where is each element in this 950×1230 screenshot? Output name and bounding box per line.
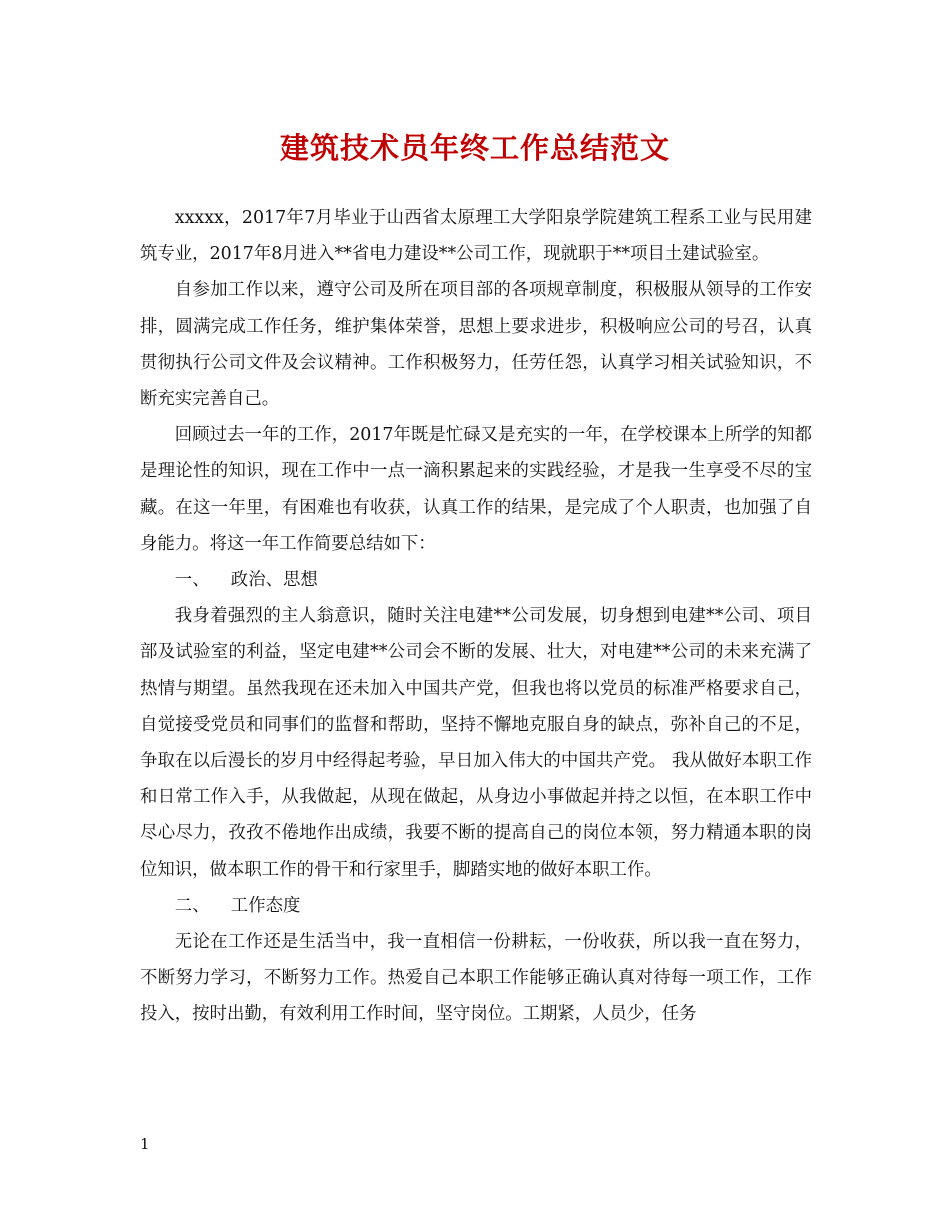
document-body [140, 200, 812, 1033]
section-heading-work-attitude [140, 888, 812, 924]
section-heading-politics [140, 562, 812, 598]
section-title: 政治、思想 [230, 570, 318, 591]
section-number: 一、 [174, 570, 210, 591]
section-title: 工作态度 [230, 895, 301, 916]
page-number: 1 [140, 1135, 150, 1153]
paragraph-work-attitude: 无论在工作还是生活当中，我一直相信一份耕耘，一份收获，所以我一直在努力，不断努力学习，不断努力工作。热爱自己本职工作能够正确认真对待每一项工作，工作投入，按时出勤，有效利用工作时间，坚守岗位。工期紧，人员少，任务 [140, 932, 812, 1025]
paragraph-attitude: 自参加工作以来，遵守公司及所在项目部的各项规章制度，积极服从领导的工作安排，圆满完成工作任务，维护集体荣誉，思想上要求进步，积极响应公司的号召，认真贯彻执行公司文件及会议精神。工作积极努力，任劳任怨，认真学习相关试验知识，不断充实完善自己。 [140, 280, 812, 410]
paragraph-review: 回顾过去一年的工作，2017年既是忙碌又是充实的一年，在学校课本上所学的知都是理论性的知识，现在工作中一点一滴积累起来的实践经验，才是我一生享受不尽的宝藏。在这一年里，有困难也有收获，认真工作的结果，是完成了个人职责，也加强了自身能力。将这一年工作简要总结如下： [140, 425, 812, 554]
section-number: 二、 [174, 895, 210, 916]
document-title: 建筑技术员年终工作总结范文 [279, 131, 670, 165]
paragraph-intro: xxxxx，2017年7月毕业于山西省太原理工大学阳泉学院建筑工程系工业与民用建筑专业，2017年8月进入**省电力建设**公司工作，现就职于**项目土建试验室。 [140, 208, 812, 265]
paragraph-politics: 我身着强烈的主人翁意识，随时关注电建**公司发展，切身想到电建**公司、项目部及试验室的利益，坚定电建**公司会不断的发展、壮大，对电建**公司的未来充满了热情与期望。虽然我现在还未加入中国共产党，但我也将以党员的标准严格要求自己，自觉接受党员和同事们的监督和帮助，坚持不懈地克服自身的缺点，弥补自己的不足，争取在以后漫长的岁月中经得起考验，早日加入伟大的中国共产党。 我从做好本职工作和日常工作入手，从我做起，从现在做起，从身边小事做起并持之以恒，在本职工作中尽心尽力，孜孜不倦地作出成绩，我要不断的提高自己的岗位本领，努力精通本职的岗位知识，做本职工作的骨干和行家里手，脚踏实地的做好本职工作。 [140, 606, 812, 880]
